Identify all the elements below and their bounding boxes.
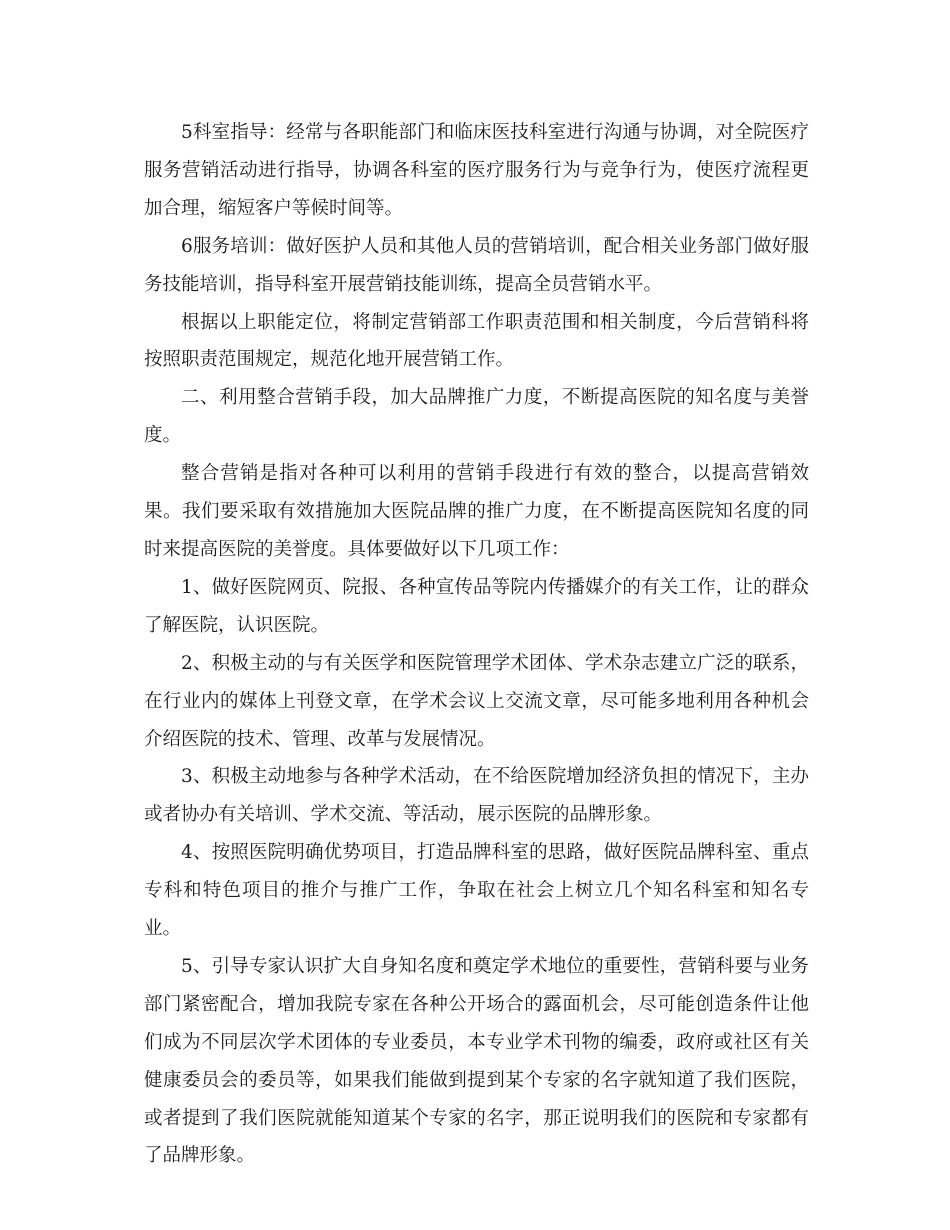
list-item-3: 3、积极主动地参与各种学术活动，在不给医院增加经济负担的情况下，主办或者协办有关培训、学术交流、等活动，展示医院的品牌形象。: [144, 766, 809, 826]
list-item-4: 4、按照医院明确优势项目，打造品牌科室的思路，做好医院品牌科室、重点专科和特色项目的推介与推广工作，争取在社会上树立几个知名科室和知名专业。: [144, 842, 809, 940]
section-heading-integrated-marketing: 二、利用整合营销手段，加大品牌推广力度，不断提高医院的知名度与美誉度。: [144, 387, 809, 447]
list-item-2: 2、积极主动的与有关医学和医院管理学术团体、学术杂志建立广泛的联系，在行业内的媒体上刊登文章，在学术会议上交流文章，尽可能多地利用各种机会介绍医院的技术、管理、改革与发展情况。: [144, 652, 809, 750]
list-item-1: 1、做好医院网页、院报、各种宣传品等院内传播媒介的有关工作，让的群众了解医院，认识医院。: [144, 576, 809, 636]
paragraph-integrated-marketing-intro: 整合营销是指对各种可以利用的营销手段进行有效的整合，以提高营销效果。我们要采取有效措施加大医院品牌的推广力度，在不断提高医院知名度的同时来提高医院的美誉度。具体要做好以下几项工作：: [144, 463, 809, 560]
paragraph-department-guidance: 5科室指导：经常与各职能部门和临床医技科室进行沟通与协调，对全院医疗服务营销活动进行指导，协调各科室的医疗服务行为与竞争行为，使医疗流程更加合理，缩短客户等候时间等。: [144, 122, 809, 219]
paragraph-service-training: 6服务培训：做好医护人员和其他人员的营销培训，配合相关业务部门做好服务技能培训，指导科室开展营销技能训练，提高全员营销水平。: [144, 235, 809, 295]
list-item-5: 5、引导专家认识扩大自身知名度和奠定学术地位的重要性，营销科要与业务部门紧密配合，增加我院专家在各种公开场合的露面机会，尽可能创造条件让他们成为不同层次学术团体的专业委员，本专业学术刊物的编委，政府或社区有关健康委员会的委员等，如果我们能做到提到某个专家的名字就知道了我们医院，或者提到了我们医院就能知道某个专家的名字，那正说明我们的医院和专家都有了品牌形象。: [144, 955, 809, 1167]
document-body: [144, 114, 809, 1175]
paragraph-responsibilities: 根据以上职能定位，将制定营销部工作职责范围和相关制度，今后营销科将按照职责范围规定，规范化地开展营销工作。: [144, 311, 809, 371]
